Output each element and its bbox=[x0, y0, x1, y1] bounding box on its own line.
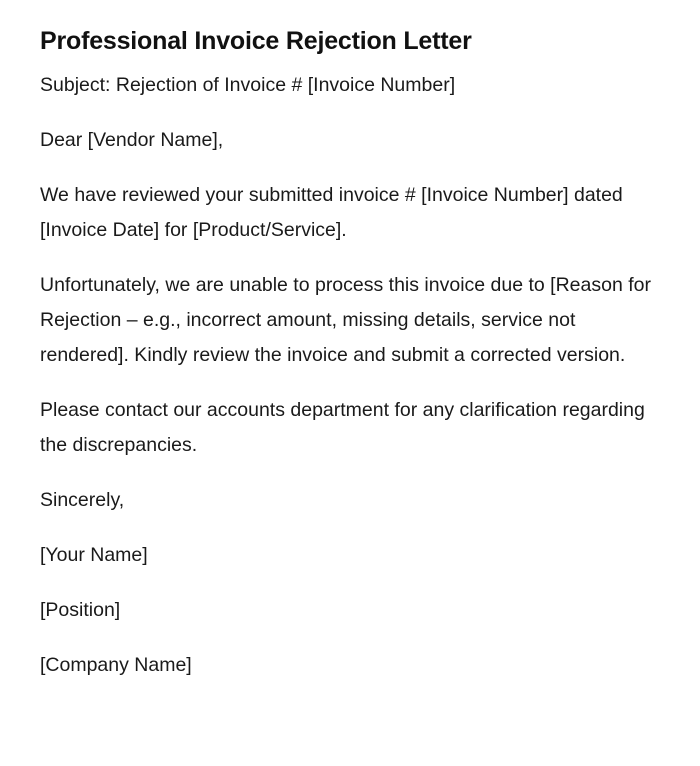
letter-title: Professional Invoice Rejection Letter bbox=[40, 27, 472, 55]
letter-paragraph-contact: Please contact our accounts department for any clarification regarding the discrepancies. bbox=[40, 399, 645, 456]
signature-name: [Your Name] bbox=[40, 544, 148, 566]
letter-paragraph-reviewed: We have reviewed your submitted invoice # [Invoice Number] dated [Invoice Date] for [Product/Service]. bbox=[40, 184, 623, 241]
letter-document bbox=[40, 24, 660, 683]
letter-salutation: Dear [Vendor Name], bbox=[40, 129, 224, 151]
letter-subject: Subject: Rejection of Invoice # [Invoice Number] bbox=[40, 74, 456, 96]
signature-company: [Company Name] bbox=[40, 654, 192, 676]
letter-paragraph-reason: Unfortunately, we are unable to process this invoice due to [Reason for Rejection – e.g., incorrect amount, missing details, service not rendered]. Kindly review the invoice and submit a corrected version. bbox=[40, 274, 651, 366]
letter-closing: Sincerely, bbox=[40, 489, 125, 511]
signature-position: [Position] bbox=[40, 599, 121, 621]
